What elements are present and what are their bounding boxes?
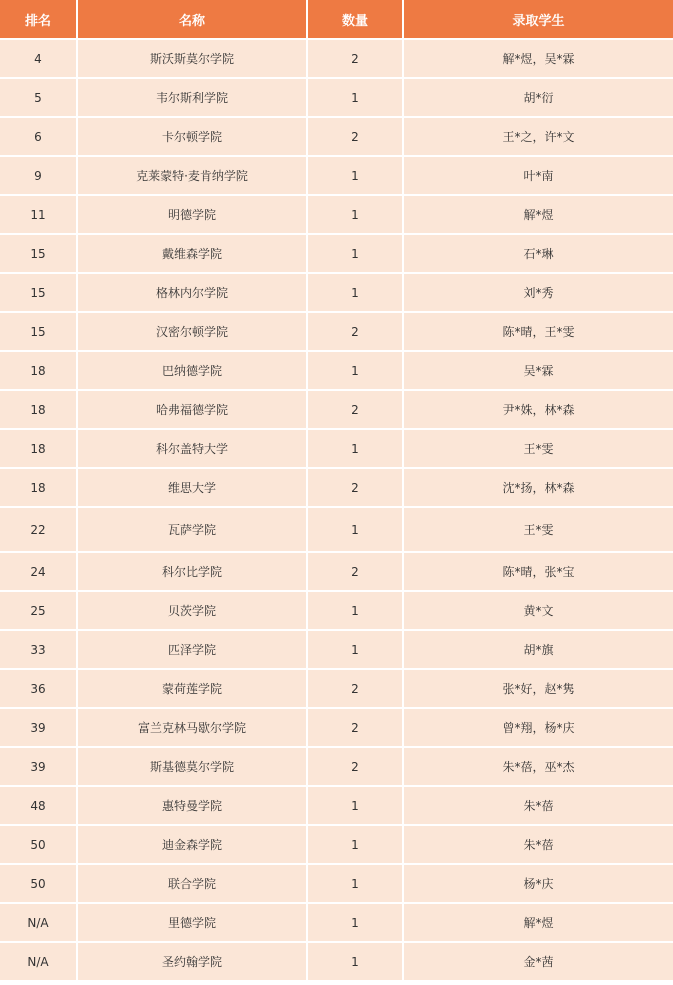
students-cell: 沈*扬，林*森 [403,468,673,507]
count-cell: 1 [307,903,403,942]
rank-cell: 50 [0,864,77,903]
table-row [0,747,673,786]
school-name-cell: 明德学院 [77,195,307,234]
rank-cell: 18 [0,429,77,468]
school-name-cell: 卡尔顿学院 [77,117,307,156]
students-cell: 王*雯 [403,507,673,552]
students-cell: 解*煜，吴*霖 [403,39,673,78]
school-name-cell: 迪金森学院 [77,825,307,864]
students-cell: 朱*蓓 [403,825,673,864]
count-cell: 1 [307,942,403,981]
rank-cell: 33 [0,630,77,669]
school-name-cell: 科尔盖特大学 [77,429,307,468]
school-name-cell: 里德学院 [77,903,307,942]
students-cell: 朱*蓓 [403,786,673,825]
table-header [0,0,673,39]
count-cell: 2 [307,669,403,708]
count-cell: 2 [307,468,403,507]
school-name-cell: 联合学院 [77,864,307,903]
rank-cell: 15 [0,312,77,351]
count-cell: 1 [307,864,403,903]
count-cell: 2 [307,390,403,429]
count-cell: 2 [307,312,403,351]
count-cell: 2 [307,39,403,78]
students-cell: 张*好，赵*隽 [403,669,673,708]
rank-cell: 39 [0,747,77,786]
rank-cell: 36 [0,669,77,708]
rank-cell: 18 [0,390,77,429]
table-row [0,312,673,351]
rank-cell: 39 [0,708,77,747]
rank-cell: 9 [0,156,77,195]
students-cell: 胡*衍 [403,78,673,117]
table-row [0,825,673,864]
count-cell: 1 [307,591,403,630]
rank-cell: N/A [0,903,77,942]
count-cell: 1 [307,429,403,468]
rank-cell: 15 [0,273,77,312]
table-row [0,117,673,156]
rank-cell: 22 [0,507,77,552]
students-cell: 吴*霖 [403,351,673,390]
count-cell: 2 [307,747,403,786]
table-row [0,195,673,234]
table-row [0,429,673,468]
school-name-cell: 贝茨学院 [77,591,307,630]
students-cell: 胡*旗 [403,630,673,669]
table-row [0,468,673,507]
header-name: 名称 [77,0,307,39]
count-cell: 1 [307,156,403,195]
school-name-cell: 哈弗福德学院 [77,390,307,429]
header-row [0,0,673,39]
rank-cell: 24 [0,552,77,591]
school-name-cell: 瓦萨学院 [77,507,307,552]
table-row [0,786,673,825]
header-students: 录取学生 [403,0,673,39]
table-row [0,390,673,429]
school-name-cell: 韦尔斯利学院 [77,78,307,117]
table-row [0,552,673,591]
table-body [0,39,673,981]
count-cell: 1 [307,195,403,234]
count-cell: 1 [307,507,403,552]
count-cell: 1 [307,351,403,390]
school-name-cell: 惠特曼学院 [77,786,307,825]
table-row [0,630,673,669]
school-name-cell: 巴纳德学院 [77,351,307,390]
school-name-cell: 富兰克林马歇尔学院 [77,708,307,747]
table-row [0,507,673,552]
school-name-cell: 维思大学 [77,468,307,507]
students-cell: 杨*庆 [403,864,673,903]
count-cell: 2 [307,552,403,591]
students-cell: 王*雯 [403,429,673,468]
students-cell: 朱*蓓，巫*杰 [403,747,673,786]
students-cell: 叶*南 [403,156,673,195]
count-cell: 1 [307,234,403,273]
school-name-cell: 格林内尔学院 [77,273,307,312]
count-cell: 2 [307,117,403,156]
table-row [0,234,673,273]
school-name-cell: 斯基德莫尔学院 [77,747,307,786]
count-cell: 1 [307,78,403,117]
rank-cell: 18 [0,468,77,507]
school-name-cell: 汉密尔顿学院 [77,312,307,351]
students-cell: 陈*晴，张*宝 [403,552,673,591]
school-name-cell: 蒙荷莲学院 [77,669,307,708]
school-name-cell: 圣约翰学院 [77,942,307,981]
rank-cell: N/A [0,942,77,981]
school-name-cell: 斯沃斯莫尔学院 [77,39,307,78]
rank-cell: 5 [0,78,77,117]
rank-cell: 18 [0,351,77,390]
table-row [0,156,673,195]
school-name-cell: 克莱蒙特·麦肯纳学院 [77,156,307,195]
school-name-cell: 匹泽学院 [77,630,307,669]
header-count: 数量 [307,0,403,39]
table-row [0,864,673,903]
table-row [0,39,673,78]
count-cell: 1 [307,825,403,864]
students-cell: 解*煜 [403,903,673,942]
table-row [0,669,673,708]
school-name-cell: 科尔比学院 [77,552,307,591]
students-cell: 刘*秀 [403,273,673,312]
students-cell: 陈*晴，王*雯 [403,312,673,351]
header-rank: 排名 [0,0,77,39]
count-cell: 1 [307,630,403,669]
rank-cell: 6 [0,117,77,156]
rank-cell: 11 [0,195,77,234]
table-row [0,351,673,390]
count-cell: 2 [307,708,403,747]
students-cell: 王*之，许*文 [403,117,673,156]
table-row [0,78,673,117]
table-row [0,942,673,981]
students-cell: 尹*姝，林*森 [403,390,673,429]
rank-cell: 48 [0,786,77,825]
count-cell: 1 [307,273,403,312]
table-row [0,708,673,747]
students-cell: 石*琳 [403,234,673,273]
rank-cell: 50 [0,825,77,864]
rank-cell: 25 [0,591,77,630]
school-name-cell: 戴维森学院 [77,234,307,273]
students-cell: 金*茜 [403,942,673,981]
table-row [0,591,673,630]
table-row [0,903,673,942]
table-row [0,273,673,312]
rank-cell: 15 [0,234,77,273]
students-cell: 曾*翔，杨*庆 [403,708,673,747]
rank-cell: 4 [0,39,77,78]
students-cell: 解*煜 [403,195,673,234]
students-cell: 黄*文 [403,591,673,630]
count-cell: 1 [307,786,403,825]
